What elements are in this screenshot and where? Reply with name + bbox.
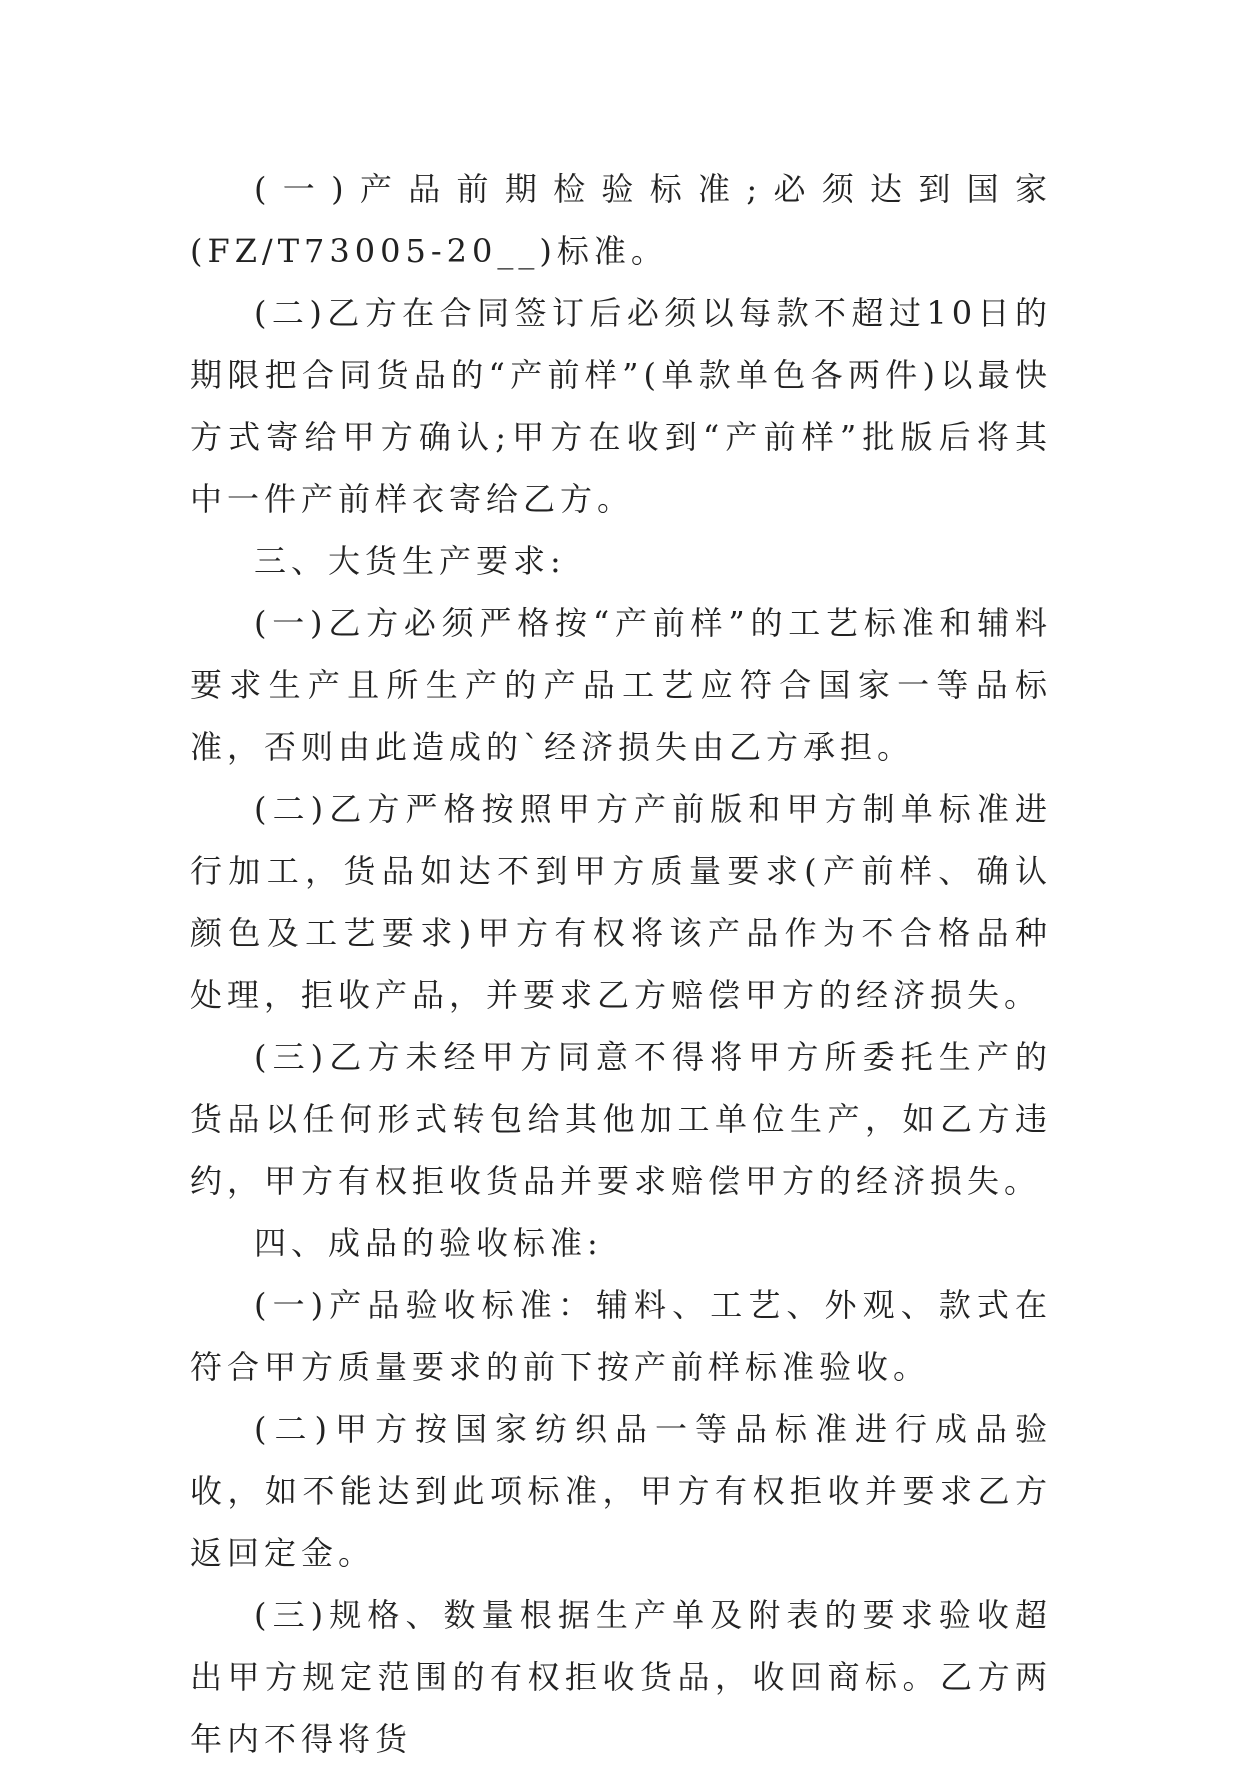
section-heading-acceptance-standard: 四、成品的验收标准: [254,1224,603,1262]
paragraph-specification-quantity: (三)规格、数量根据生产单及附表的要求验收超出甲方规定范围的有权拒收货品，收回商标。乙方两年内不得将货 [190,1596,1052,1758]
paragraph-national-standard-acceptance: (二)甲方按国家纺织品一等品标准进行成品验收，如不能达到此项标准，甲方有权拒收并要求乙方返回定金。 [190,1410,1052,1572]
section-heading-mass-production: 三、大货生产要求: [254,542,566,580]
paragraph-pre-production-sample: (二)乙方在合同签订后必须以每款不超过10日的期限把合同货品的“产前样”(单款单色各两件)以最快方式寄给甲方确认;甲方在收到“产前样”批版后将其中一件产前样衣寄给乙方。 [190,294,1052,518]
document-body [190,158,1052,1770]
paragraph-no-subcontracting: (三)乙方未经甲方同意不得将甲方所委托生产的货品以任何形式转包给其他加工单位生产，如乙方违约，甲方有权拒收货品并要求赔偿甲方的经济损失。 [190,1038,1052,1200]
paragraph-processing-quality: (二)乙方严格按照甲方产前版和甲方制单标准进行加工，货品如达不到甲方质量要求(产前样、确认颜色及工艺要求)甲方有权将该产品作为不合格品种处理，拒收产品，并要求乙方赔偿甲方的经济损失。 [190,790,1052,1014]
paragraph-pre-inspection-standard: (一)产品前期检验标准;必须达到国家(FZ/T73005-20__)标准。 [190,170,1052,270]
paragraph-production-standard: (一)乙方必须严格按“产前样”的工艺标准和辅料要求生产且所生产的产品工艺应符合国家一等品标准，否则由此造成的`经济损失由乙方承担。 [190,604,1052,766]
paragraph-acceptance-criteria: (一)产品验收标准：辅料、工艺、外观、款式在符合甲方质量要求的前下按产前样标准验收。 [190,1286,1052,1386]
